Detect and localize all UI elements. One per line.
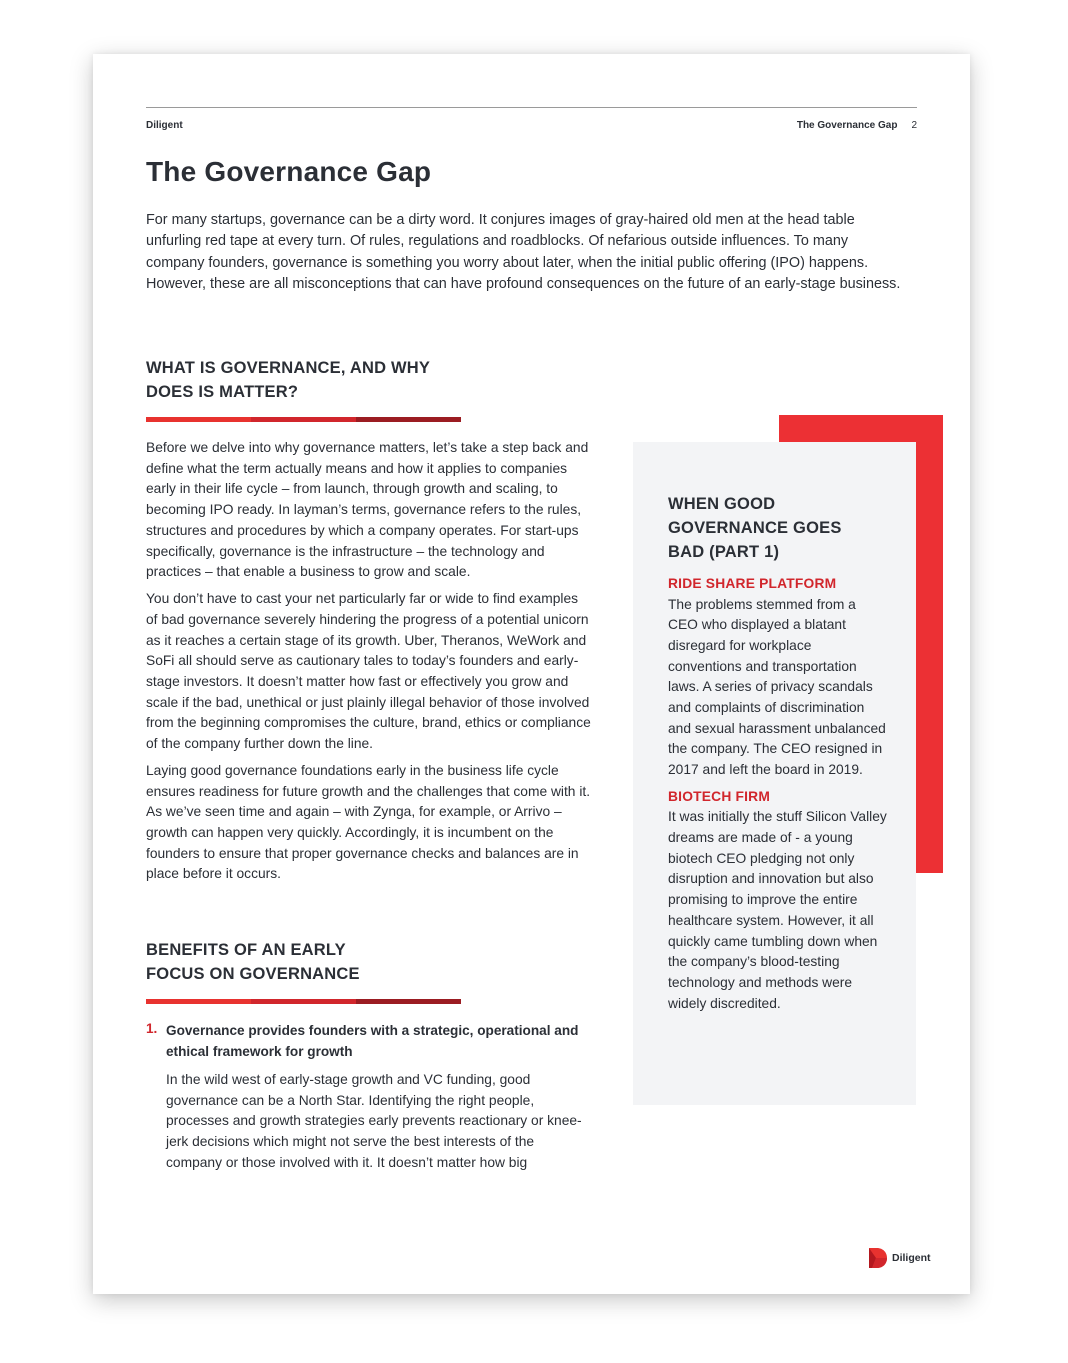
diligent-logo-icon — [868, 1247, 888, 1269]
list-item — [146, 1021, 586, 1174]
case2-heading: BIOTECH FIRM — [668, 788, 771, 804]
section1-accent-bar — [146, 417, 461, 422]
header-brand: Diligent — [146, 120, 183, 131]
list-item-heading: Governance provides founders with a strategic, operational and ethical framework for growth — [166, 1023, 579, 1059]
section2-accent-bar — [146, 999, 461, 1004]
section1-heading — [146, 356, 430, 404]
case2-text: It was initially the stuff Silicon Valley dreams are made of - a young biotech CEO pledging not only disruption and innovation but also promising to improve the entire healthcare system. However, it all quickly came tumbling down when the company’s blood-testing technology and methods were widely discredited. — [668, 809, 887, 1011]
footer-logo — [868, 1247, 931, 1269]
section1-body — [146, 438, 591, 891]
section1-heading-line1: WHAT IS GOVERNANCE, AND WHY — [146, 359, 431, 377]
benefits-list — [146, 1021, 586, 1174]
sidebar-title-line2: GOVERNANCE GOES — [668, 519, 842, 537]
section1-heading-line2: DOES IS MATTER? — [146, 383, 299, 401]
page-number: 2 — [911, 120, 917, 131]
document-page — [93, 54, 970, 1294]
section1-paragraph: Before we delve into why governance matters, let’s take a step back and define what the term actually means and how it applies to companies early in their life cycle – from launch, through growth and scaling, to becoming IPO ready. In layman’s terms, governance refers to the rules, structures and procedures by which a company operates. For start-ups specifically, governance is the infrastructure – the technology and practices – that enable a business to grow and scale. — [146, 440, 589, 580]
case1-heading: RIDE SHARE PLATFORM — [668, 576, 837, 591]
case1-text: The problems stemmed from a CEO who displayed a blatant disregard for workplace conventions and transportation laws. A series of privacy scandals and complaints of discrimination and sexual harassment unbalanced the company. The CEO resigned in 2017 and left the board in 2019. — [668, 596, 886, 778]
page-title: The Governance Gap — [146, 156, 432, 187]
list-item-number: 1. — [146, 1021, 158, 1036]
section1-paragraph: Laying good governance foundations early in the business life cycle ensures readiness for future growth and the challenges that come with it. As we’ve seen time and again – with Zynga, for example, or Arrivo – growth can happen very quickly. Accordingly, it is incumbent on the founders to ensure that proper governance checks and balances are in place before it occurs. — [146, 762, 591, 882]
section2-heading-line2: FOCUS ON GOVERNANCE — [146, 965, 360, 983]
footer-logo-text: Diligent — [892, 1252, 931, 1264]
list-item-text: In the wild west of early-stage growth and VC funding, good governance can be a North Star. Identifying the right people, processes and growth strategies early prevents reactionary or knee-jerk decisions which might not serve the best interests of the company or those involved with it. It doesn’t matter how big — [166, 1072, 582, 1170]
section1-paragraph: You don’t have to cast your net particularly far or wide to find examples of bad governance severely hindering the progress of a potential unicorn as it reaches a certain stage of its growth. Uber, Theranos, WeWork and SoFi all should serve as cautionary tales to today’s founders and early-stage investors. It doesn’t matter how fast or effectively you grow and scale if the bad, unethical or just plainly illegal behavior of those involved from the beginning compromises the culture, brand, ethics or compliance of the company further down the line. — [146, 591, 591, 752]
section2-heading-line1: BENEFITS OF AN EARLY — [146, 941, 346, 959]
sidebar-title-line1: WHEN GOOD — [668, 495, 776, 513]
header-divider — [146, 107, 917, 108]
header-right — [797, 120, 917, 131]
sidebar-title — [668, 492, 888, 564]
section2-heading — [146, 938, 360, 986]
sidebar-title-line3: BAD (PART 1) — [668, 543, 780, 561]
sidebar-callout — [633, 442, 916, 1105]
header-doc-title: The Governance Gap — [796, 120, 898, 131]
intro-paragraph: For many startups, governance can be a dirty word. It conjures images of gray-haired old men at the head table unfurling red tape at every turn. Of rules, regulations and roadblocks. Of nefarious outside influences. To many company founders, governance is something you worry about later, when the initial public offering (IPO) happens. However, these are all misconceptions that can have profound consequences on the future of an early-stage business. — [146, 212, 901, 292]
